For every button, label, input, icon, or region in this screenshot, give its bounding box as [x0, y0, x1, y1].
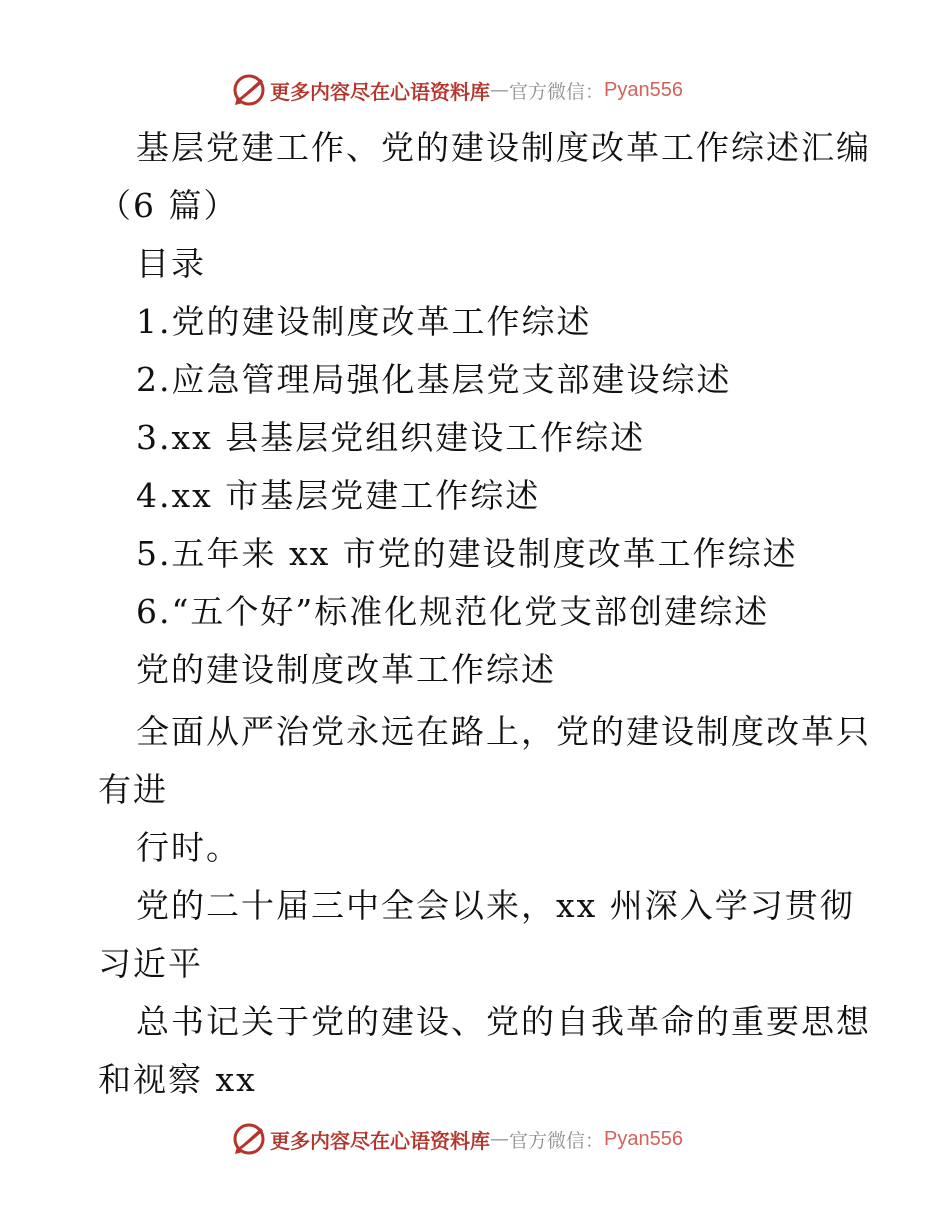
body-line: 总书记关于党的建设、党的自我革命的重要思想 [136, 1002, 871, 1041]
toc-item: 5.五年来 xx 市党的建设制度改革工作综述 [136, 534, 798, 573]
body-line: 习近平 [98, 944, 203, 983]
body-line: 党的二十届三中全会以来，xx 州深入学习贯彻 [136, 886, 855, 925]
section-title: 党的建设制度改革工作综述 [136, 650, 556, 689]
toc-item: 6.“五个好”标准化规范化党支部创建综述 [136, 592, 770, 631]
document-title-line-1: 基层党建工作、党的建设制度改革工作综述汇编 [136, 128, 871, 167]
toc-item: 4.xx 市基层党建工作综述 [136, 476, 541, 515]
footer-banner [232, 1120, 683, 1158]
toc-item: 3.xx 县基层党组织建设工作综述 [136, 418, 646, 457]
toc-item: 1.党的建设制度改革工作综述 [136, 302, 592, 341]
banner-wechat-label: 官方微信： [509, 1129, 605, 1152]
body-line: 行时。 [136, 828, 241, 867]
banner-main-text: 更多内容尽在心语资料库 [270, 79, 490, 104]
banner-separator: — [490, 1128, 509, 1150]
banner-wechat-id: Pyan556 [604, 1127, 683, 1150]
banner-wechat-id: Pyan556 [604, 78, 683, 101]
banner-wechat-label: 官方微信： [509, 80, 605, 103]
toc-heading: 目录 [136, 244, 206, 283]
body-line: 和视察 xx [98, 1060, 257, 1099]
header-banner [232, 71, 683, 109]
pen-logo-icon [232, 1122, 266, 1156]
document-title-line-2: （6 篇） [98, 186, 239, 225]
body-line: 全面从严治党永远在路上，党的建设制度改革只 [136, 712, 871, 751]
pen-logo-icon [232, 73, 266, 107]
toc-item: 2.应急管理局强化基层党支部建设综述 [136, 360, 732, 399]
banner-main-text: 更多内容尽在心语资料库 [270, 1128, 490, 1153]
body-line: 有进 [98, 770, 168, 809]
banner-separator: — [490, 79, 509, 101]
